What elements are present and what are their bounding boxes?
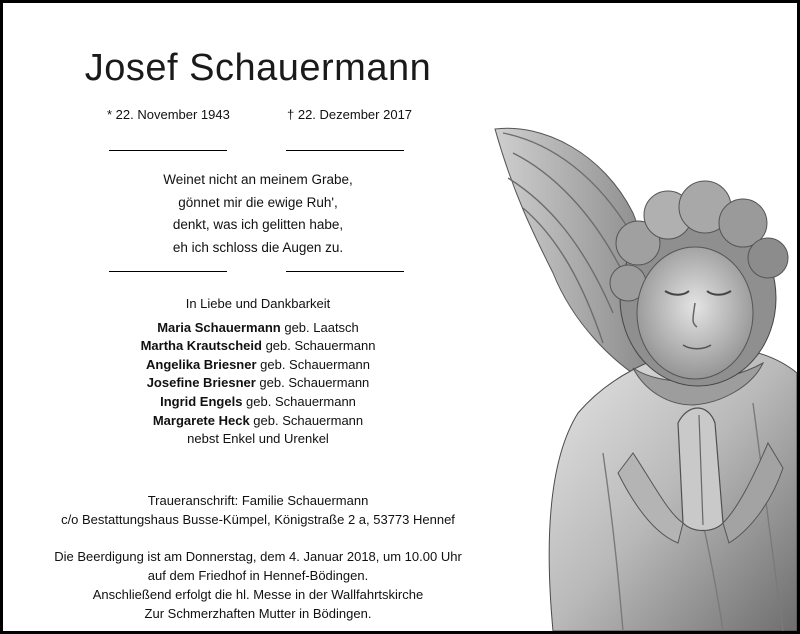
mourner-maiden-name: geb. Schauermann [261, 338, 376, 354]
mourner-name: Martha Krautscheid [140, 338, 262, 354]
mourner-maiden-name: geb. Schauermann [256, 356, 370, 372]
mourner-entry [3, 374, 513, 393]
memorial-verse [3, 169, 513, 259]
funeral-line: Anschließend erfolgt die hl. Messe in der Wallfahrtskirche [92, 587, 424, 602]
mourner-name: Maria Schauermann [157, 319, 281, 335]
address-line: c/o Bestattungshaus Busse-Kümpel, Königstraße 2 a, 53773 Hennef [61, 512, 455, 527]
mourner-maiden-name: geb. Schauermann [255, 375, 370, 391]
mourner-maiden-name: geb. Schauermann [242, 393, 356, 409]
deceased-name: Josef Schauermann [84, 47, 432, 89]
mourners-intro: In Liebe und Dankbarkeit [185, 296, 331, 311]
mourner-entry [3, 412, 513, 431]
death-date: † 22. Dezember 2017 [287, 107, 413, 122]
mourner-entry [3, 337, 513, 356]
mourner-name: Margarete Heck [152, 412, 250, 428]
address-line: Traueranschrift: Familie Schauermann [147, 493, 369, 508]
funeral-line: Zur Schmerzhaften Mutter in Bödingen. [144, 606, 372, 621]
divider-line [109, 150, 227, 151]
mourner-name: Josefine Briesner [146, 375, 256, 391]
angel-statue-image [483, 123, 797, 631]
birth-date: * 22. November 1943 [107, 107, 230, 122]
mourning-address [3, 491, 513, 529]
verse-line: denkt, was ich gelitten habe, [172, 217, 344, 232]
divider-line [109, 271, 227, 272]
divider-line [286, 150, 404, 151]
verse-line: gönnet mir die ewige Ruh', [178, 194, 338, 210]
mourner-entry [3, 356, 513, 375]
mourner-maiden-name: geb. Schauermann [249, 412, 364, 428]
mourner-entry [3, 393, 513, 412]
funeral-line: Die Beerdigung ist am Donnerstag, dem 4. Januar 2018, um 10.00 Uhr [54, 549, 462, 564]
mourner-name: Angelika Briesner [145, 356, 257, 372]
divider-line [286, 271, 404, 272]
mourner-entry [3, 319, 513, 338]
mourners-outro: nebst Enkel und Urenkel [187, 431, 329, 447]
funeral-line: auf dem Friedhof in Hennef-Bödingen. [147, 568, 369, 583]
verse-line: eh ich schloss die Augen zu. [172, 239, 344, 255]
verse-line: Weinet nicht an meinem Grabe, [163, 172, 353, 187]
mourners-list [3, 295, 513, 449]
funeral-details [3, 547, 513, 623]
mourner-name: Ingrid Engels [160, 393, 243, 409]
mourner-maiden-name: geb. Laatsch [280, 319, 359, 335]
